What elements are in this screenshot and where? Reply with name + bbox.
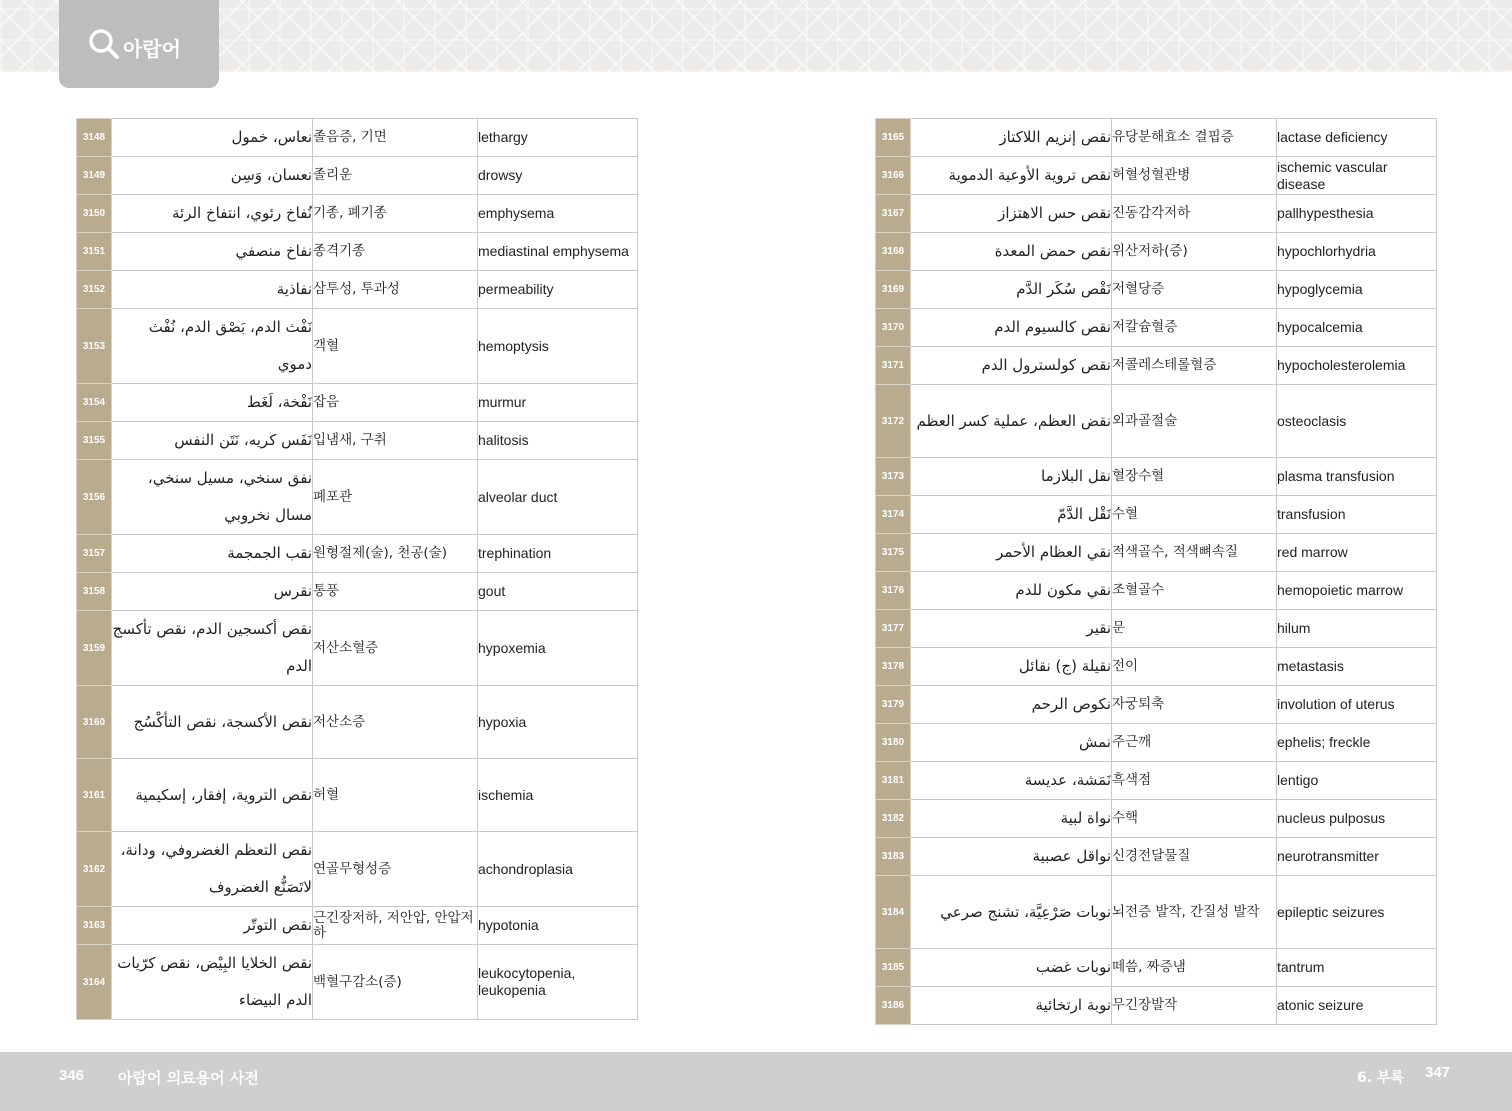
table-row [876,876,1437,949]
korean-term: 통풍 [313,573,478,611]
table-row [77,573,638,611]
english-term: lactase deficiency [1277,119,1437,157]
table-row [876,838,1437,876]
english-term: ephelis; freckle [1277,724,1437,762]
korean-term: 허혈성혈관병 [1112,157,1277,195]
korean-term: 삼투성, 투과성 [313,271,478,309]
entry-number: 3166 [876,157,911,195]
table-row [77,460,638,535]
english-term: plasma transfusion [1277,458,1437,496]
english-term: emphysema [478,195,638,233]
english-term: osteoclasis [1277,385,1437,458]
english-term: transfusion [1277,496,1437,534]
entry-number: 3165 [876,119,911,157]
entry-number: 3150 [77,195,112,233]
table-row [77,832,638,907]
entry-number: 3164 [77,945,112,1020]
english-term: nucleus pulposus [1277,800,1437,838]
arabic-term: نَمَشة، عديسة [911,762,1112,800]
entry-number: 3170 [876,309,911,347]
korean-term: 종격기종 [313,233,478,271]
entry-number: 3186 [876,987,911,1025]
table-row [876,610,1437,648]
entry-number: 3185 [876,949,911,987]
entry-number: 3167 [876,195,911,233]
entry-number: 3173 [876,458,911,496]
korean-term: 신경전달물질 [1112,838,1277,876]
arabic-term: نمش [911,724,1112,762]
table-row [876,309,1437,347]
entry-number: 3184 [876,876,911,949]
english-term: leukocytopenia, leukopenia [478,945,638,1020]
arabic-term: نقص كولسترول الدم [911,347,1112,385]
entry-number: 3156 [77,460,112,535]
korean-term: 연골무형성증 [313,832,478,907]
english-term: achondroplasia [478,832,638,907]
korean-term: 잡음 [313,384,478,422]
table-row [876,271,1437,309]
korean-term: 졸음증, 기면 [313,119,478,157]
table-row [876,762,1437,800]
right-dictionary-table [875,118,1437,1025]
table-row [77,686,638,759]
entry-number: 3178 [876,648,911,686]
arabic-term: نفاخ منصفي [112,233,313,271]
entry-number: 3159 [77,611,112,686]
arabic-term: نكوص الرحم [911,686,1112,724]
korean-term: 유당분해효소 결핍증 [1112,119,1277,157]
table-row [876,987,1437,1025]
arabic-term: نوبات غضب [911,949,1112,987]
arabic-term: نَفْث الدم، بَصْق الدم، نُفْث دموي [112,309,313,384]
page-footer [0,1052,1512,1111]
table-row [876,195,1437,233]
entry-number: 3154 [77,384,112,422]
english-term: red marrow [1277,534,1437,572]
table-row [876,648,1437,686]
arabic-term: نقص الخلايا البِيْض، نقص كرّيات الدم البيضاء [112,945,313,1020]
entry-number: 3148 [77,119,112,157]
korean-term: 객혈 [313,309,478,384]
arabic-term: نقص حس الاهتزاز [911,195,1112,233]
korean-term: 무긴장발작 [1112,987,1277,1025]
table-row [77,759,638,832]
english-term: permeability [478,271,638,309]
entry-number: 3163 [77,907,112,945]
arabic-term: نقص كالسيوم الدم [911,309,1112,347]
entry-number: 3155 [77,422,112,460]
table-row [876,119,1437,157]
korean-term: 적색골수, 적색뼈속질 [1112,534,1277,572]
arabic-term: نَفَس كريه، نَتَن النفس [112,422,313,460]
korean-term: 자궁퇴축 [1112,686,1277,724]
arabic-term: نَفْخة، لَغَط [112,384,313,422]
korean-term: 허혈 [313,759,478,832]
korean-term: 혈장수혈 [1112,458,1277,496]
korean-term: 흑색점 [1112,762,1277,800]
book-title: 아랍어 의료용어 사전 [118,1069,259,1087]
korean-term: 주근깨 [1112,724,1277,762]
table-row [77,535,638,573]
english-term: hilum [1277,610,1437,648]
english-term: gout [478,573,638,611]
right-page-number: 347 [1425,1064,1451,1081]
table-row [876,949,1437,987]
english-term: hemoptysis [478,309,638,384]
table-row [876,724,1437,762]
korean-term: 입냄새, 구취 [313,422,478,460]
korean-term: 위산저하(증) [1112,233,1277,271]
entry-number: 3160 [77,686,112,759]
entry-number: 3161 [77,759,112,832]
left-page-number: 346 [59,1067,85,1084]
english-term: hypocholesterolemia [1277,347,1437,385]
entry-number: 3177 [876,610,911,648]
entry-number: 3168 [876,233,911,271]
arabic-term: نقص التوتّر [112,907,313,945]
arabic-term: نفق سنخي، مسيل سنخي، مسال نخروبي [112,460,313,535]
search-icon [87,27,121,61]
tab-label: 아랍어 [123,36,181,61]
entry-number: 3172 [876,385,911,458]
english-term: epileptic seizures [1277,876,1437,949]
arabic-term: نواة لبية [911,800,1112,838]
arabic-term: نقل البلازما [911,458,1112,496]
arabic-term: نقيلة (ج) نقائل [911,648,1112,686]
entry-number: 3171 [876,347,911,385]
english-term: hypoxia [478,686,638,759]
english-term: mediastinal emphysema [478,233,638,271]
table-row [77,907,638,945]
arabic-term: نواقل عصبية [911,838,1112,876]
english-term: ischemic vascular disease [1277,157,1437,195]
english-term: trephination [478,535,638,573]
table-row [876,572,1437,610]
arabic-term: نقي مكون للدم [911,572,1112,610]
korean-term: 뇌전증 발작, 간질성 발작 [1112,876,1277,949]
arabic-term: نعسان، وَسِن [112,157,313,195]
arabic-term: نقير [911,610,1112,648]
english-term: lentigo [1277,762,1437,800]
korean-term: 수혈 [1112,496,1277,534]
korean-term: 떼씀, 짜증냄 [1112,949,1277,987]
entry-number: 3151 [77,233,112,271]
korean-term: 폐포관 [313,460,478,535]
arabic-term: نقص التعظم الغضروفي، ودانة، لاتَصَنُّع الغضروف [112,832,313,907]
arabic-term: نوبة ارتخائية [911,987,1112,1025]
english-term: lethargy [478,119,638,157]
arabic-term: نَقْص سُكَر الدَّم [911,271,1112,309]
entry-number: 3180 [876,724,911,762]
english-term: neurotransmitter [1277,838,1437,876]
table-row [876,800,1437,838]
entry-number: 3183 [876,838,911,876]
korean-term: 조혈골수 [1112,572,1277,610]
arabic-term: نوبات صَرْعِيَّة، تشنج صرعي [911,876,1112,949]
table-row [876,458,1437,496]
table-row [876,157,1437,195]
table-row [876,496,1437,534]
table-row [876,534,1437,572]
english-term: drowsy [478,157,638,195]
arabic-term: نقص حمض المعدة [911,233,1112,271]
arabic-term: نَقْل الدَّمّ [911,496,1112,534]
english-term: tantrum [1277,949,1437,987]
korean-term: 저칼슘혈증 [1112,309,1277,347]
english-term: metastasis [1277,648,1437,686]
table-row [876,233,1437,271]
entry-number: 3153 [77,309,112,384]
arabic-term: نقص التروية، إفقار، إسكيمية [112,759,313,832]
entry-number: 3176 [876,572,911,610]
table-row [77,157,638,195]
arabic-term: نقي العظام الأحمر [911,534,1112,572]
korean-term: 저콜레스테롤혈증 [1112,347,1277,385]
english-term: pallhypesthesia [1277,195,1437,233]
english-term: hypochlorhydria [1277,233,1437,271]
entry-number: 3152 [77,271,112,309]
english-term: hemopoietic marrow [1277,572,1437,610]
table-row [77,611,638,686]
entry-number: 3175 [876,534,911,572]
entry-number: 3181 [876,762,911,800]
korean-term: 수핵 [1112,800,1277,838]
entry-number: 3174 [876,496,911,534]
table-row [77,271,638,309]
table-row [77,422,638,460]
korean-term: 근긴장저하, 저안압, 안압저하 [313,907,478,945]
entry-number: 3179 [876,686,911,724]
korean-term: 백혈구감소(증) [313,945,478,1020]
english-term: murmur [478,384,638,422]
english-term: involution of uterus [1277,686,1437,724]
arabic-term: نقص الأكسجة، نقص التأكْسُج [112,686,313,759]
english-term: atonic seizure [1277,987,1437,1025]
language-tab[interactable] [59,0,219,88]
korean-term: 저산소혈증 [313,611,478,686]
arabic-term: نقرس [112,573,313,611]
arabic-term: نعاس، خمول [112,119,313,157]
entry-number: 3149 [77,157,112,195]
arabic-term: نقص تروية الأوعية الدموية [911,157,1112,195]
table-row [77,233,638,271]
entry-number: 3158 [77,573,112,611]
table-row [77,945,638,1020]
korean-term: 기종, 폐기종 [313,195,478,233]
korean-term: 외과골절술 [1112,385,1277,458]
arabic-term: نقب الجمجمة [112,535,313,573]
section-label: 6. 부록 [1357,1070,1404,1086]
korean-term: 졸리운 [313,157,478,195]
decorative-header-pattern [0,0,1512,72]
arabic-term: نقض العظم، عملية كسر العظم [911,385,1112,458]
korean-term: 진동감각저하 [1112,195,1277,233]
english-term: hypoxemia [478,611,638,686]
english-term: halitosis [478,422,638,460]
entry-number: 3169 [876,271,911,309]
entry-number: 3182 [876,800,911,838]
korean-term: 원형절제(술), 천공(술) [313,535,478,573]
english-term: hypoglycemia [1277,271,1437,309]
korean-term: 문 [1112,610,1277,648]
korean-term: 저혈당증 [1112,271,1277,309]
table-row [77,119,638,157]
left-dictionary-table [76,118,638,1020]
table-row [77,195,638,233]
arabic-term: نقص أكسجين الدم، نقص تأكسج الدم [112,611,313,686]
table-row [876,347,1437,385]
korean-term: 저산소증 [313,686,478,759]
table-row [77,309,638,384]
entry-number: 3157 [77,535,112,573]
arabic-term: نقص إنزيم اللاكتاز [911,119,1112,157]
table-row [876,385,1437,458]
arabic-term: نُفاخ رئوي، انتفاخ الرئة [112,195,313,233]
entry-number: 3162 [77,832,112,907]
arabic-term: نفاذية [112,271,313,309]
table-row [77,384,638,422]
korean-term: 전이 [1112,648,1277,686]
english-term: hypocalcemia [1277,309,1437,347]
english-term: alveolar duct [478,460,638,535]
table-row [876,686,1437,724]
english-term: ischemia [478,759,638,832]
english-term: hypotonia [478,907,638,945]
